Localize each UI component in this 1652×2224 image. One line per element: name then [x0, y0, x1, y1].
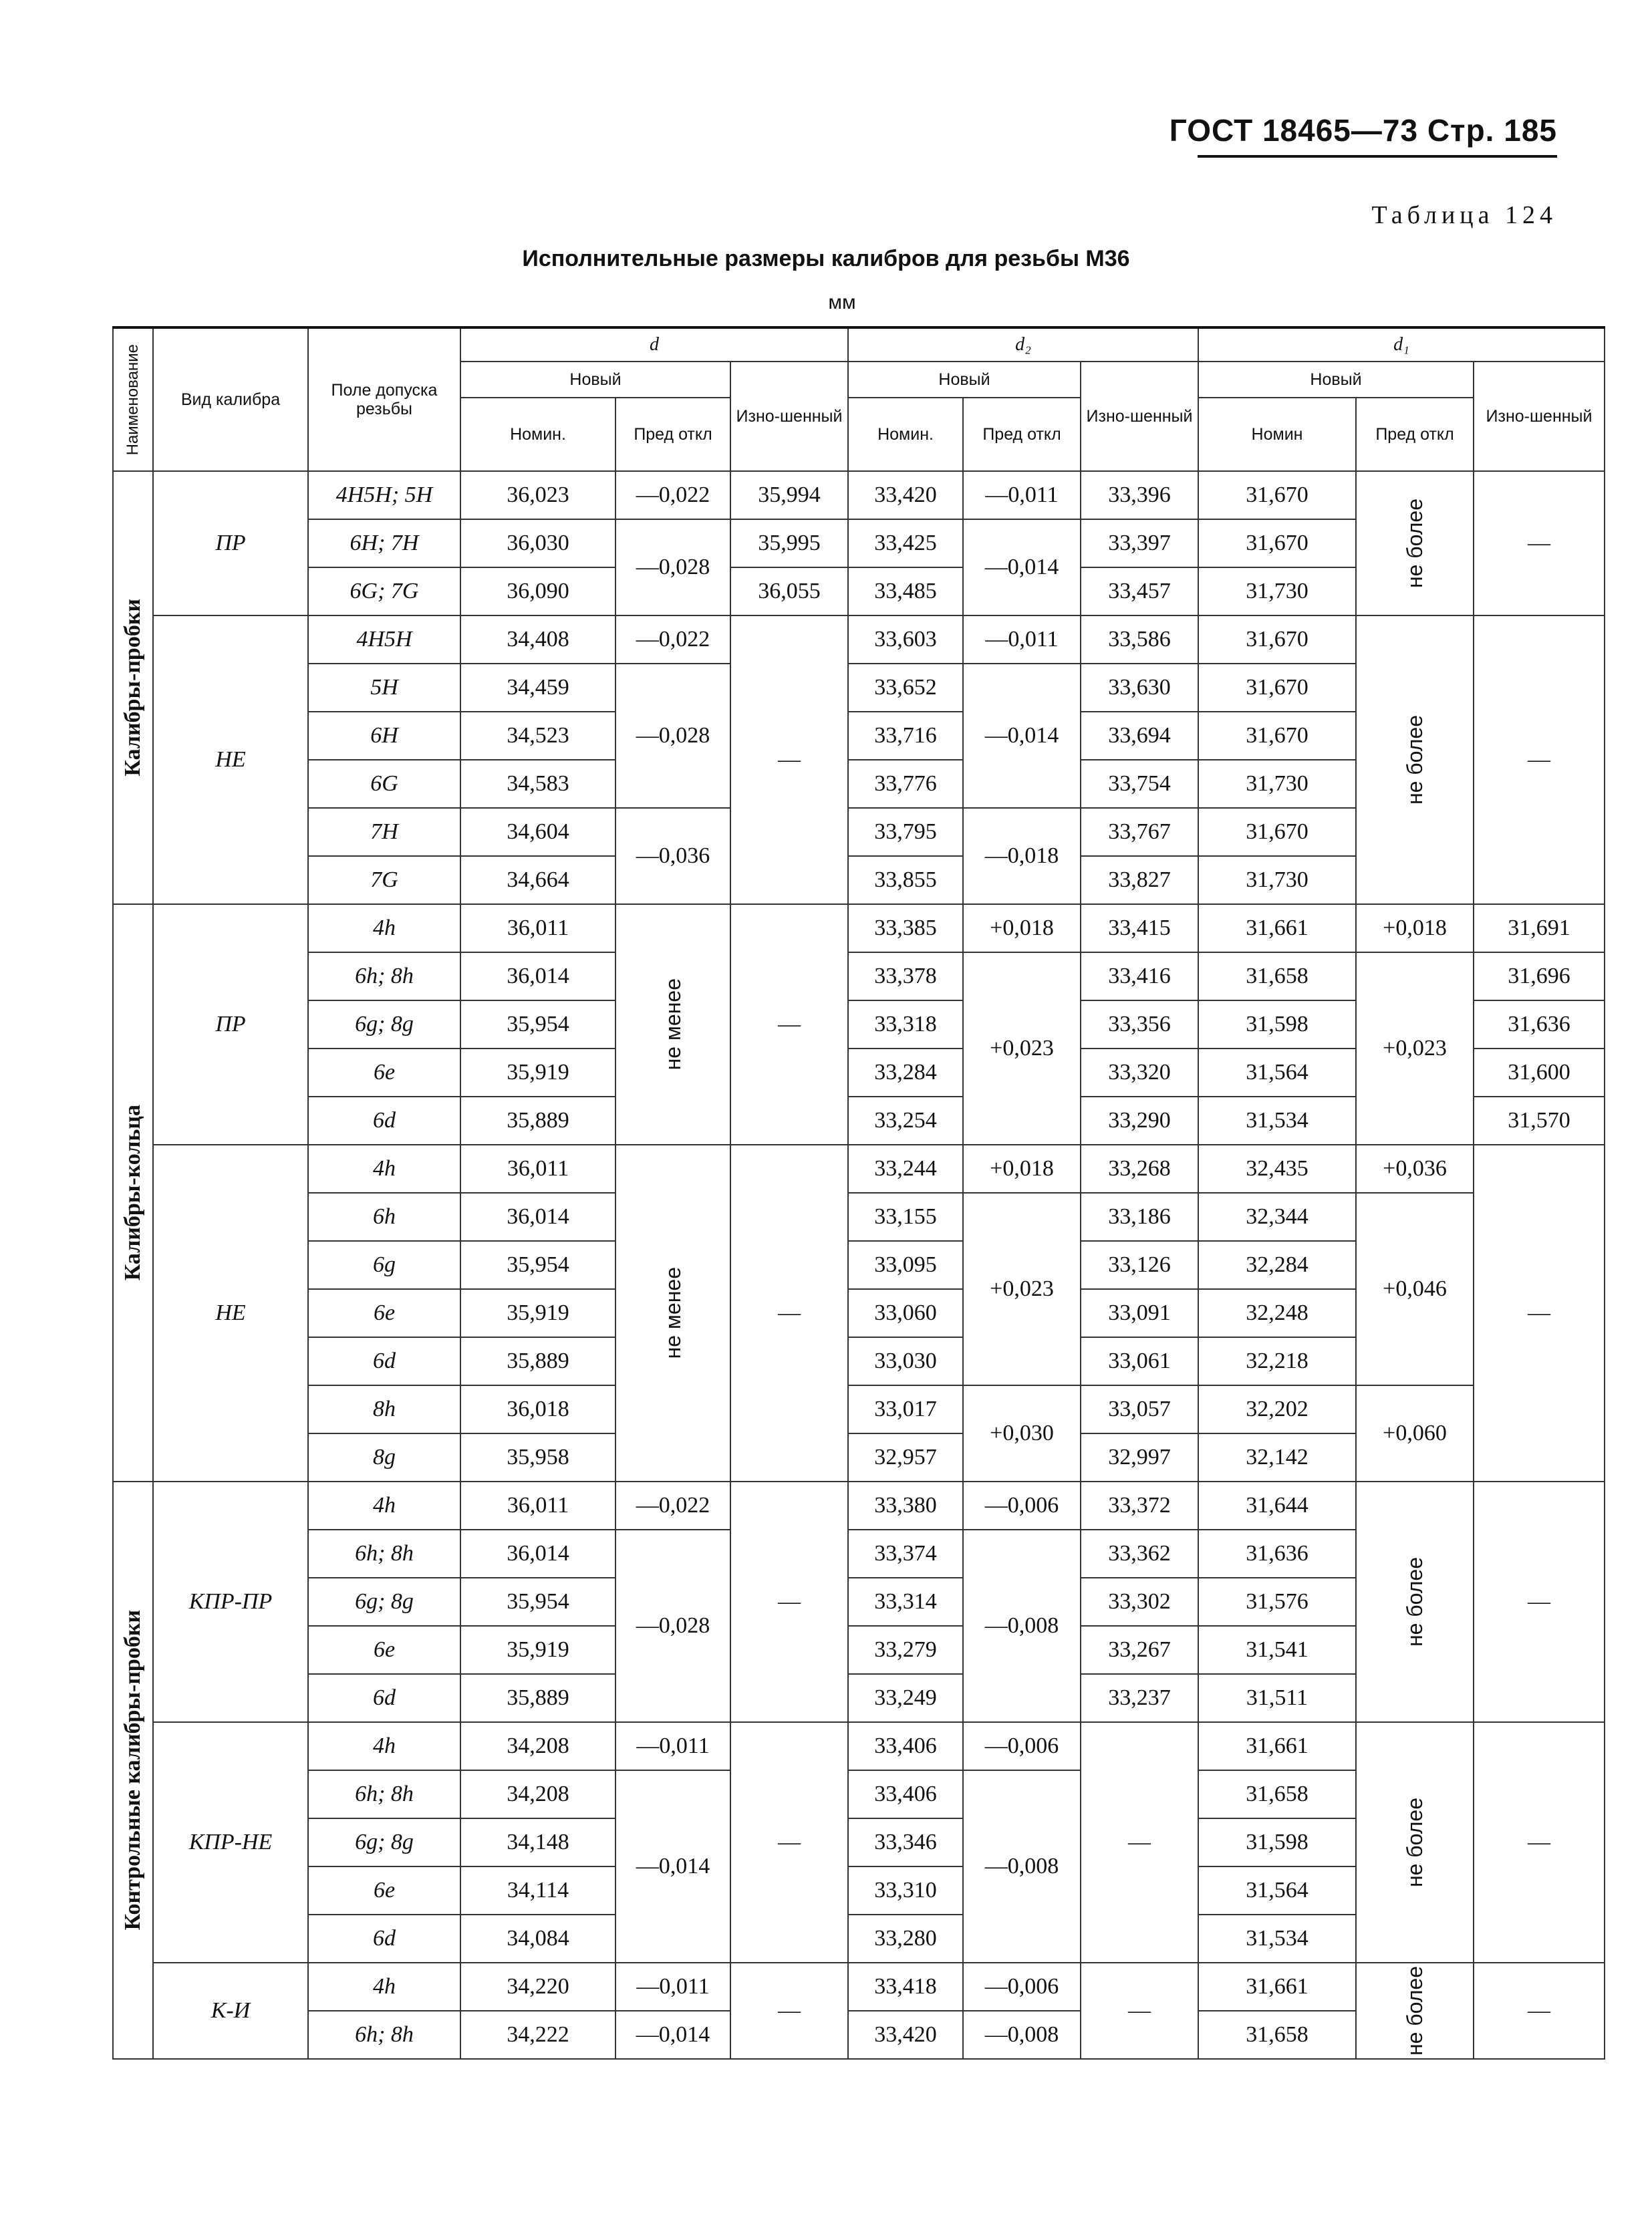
note-max: не более [1356, 1482, 1474, 1722]
gauge-kind: НЕ [153, 1145, 308, 1482]
d2-worn: 33,694 [1081, 712, 1198, 760]
d2-nominal: 33,652 [848, 664, 963, 712]
d2-worn: — [1081, 1722, 1198, 1963]
d2-nominal: 33,155 [848, 1193, 963, 1241]
d-nominal: 34,583 [460, 760, 615, 808]
d2-worn: 33,754 [1081, 760, 1198, 808]
d-nominal: 35,889 [460, 1097, 615, 1145]
d-deviation: —0,014 [615, 1770, 730, 1963]
d2-deviation: +0,018 [963, 1145, 1081, 1193]
tolerance-field: 6Н; 7Н [308, 519, 460, 567]
tolerance-field: 5Н [308, 664, 460, 712]
d2-deviation: —0,011 [963, 615, 1081, 664]
d-nominal: 35,889 [460, 1674, 615, 1722]
d-nominal: 35,889 [460, 1337, 615, 1385]
d1-nominal: 31,658 [1198, 1770, 1356, 1818]
table-row [113, 1722, 1605, 1770]
d1-nominal: 31,541 [1198, 1626, 1356, 1674]
d1-nominal: 31,670 [1198, 712, 1356, 760]
d1-nominal: 31,598 [1198, 1818, 1356, 1866]
d1-nominal: 31,670 [1198, 471, 1356, 519]
d-deviation: —0,011 [615, 1963, 730, 2011]
d-deviation: —0,011 [615, 1722, 730, 1770]
col-header-d1-nom: Номин [1198, 398, 1356, 471]
d2-deviation: —0,011 [963, 471, 1081, 519]
d-nominal: 34,408 [460, 615, 615, 664]
d-nominal: 34,084 [460, 1915, 615, 1963]
tolerance-field: 6d [308, 1915, 460, 1963]
d1-nominal: 31,598 [1198, 1000, 1356, 1049]
gauge-kind: КПР-НЕ [153, 1722, 308, 1963]
d1-nominal: 32,142 [1198, 1433, 1356, 1482]
d2-nominal: 33,385 [848, 904, 963, 952]
d-nominal: 35,919 [460, 1626, 615, 1674]
col-header-d2-nom: Номин. [848, 398, 963, 471]
d2-worn: 33,362 [1081, 1530, 1198, 1578]
d-nominal: 35,954 [460, 1578, 615, 1626]
group-label: Контрольные калибры-пробки [113, 1482, 153, 2059]
note-max: не более [1356, 1963, 1474, 2059]
d2-nominal: 33,485 [848, 567, 963, 615]
tolerance-field: 6h; 8h [308, 1770, 460, 1818]
d1-deviation: +0,018 [1356, 904, 1474, 952]
d-deviation: —0,022 [615, 471, 730, 519]
d2-nominal: 33,418 [848, 1963, 963, 2011]
col-header-d2-worn: Изно-шенный [1081, 362, 1198, 471]
d1-worn: — [1474, 471, 1605, 615]
d2-nominal: 33,280 [848, 1915, 963, 1963]
d2-nominal: 33,420 [848, 2011, 963, 2059]
tolerance-field: 6g [308, 1241, 460, 1289]
d1-nominal: 31,670 [1198, 519, 1356, 567]
note-max: не более [1356, 471, 1474, 615]
col-header-d-nom: Номин. [460, 398, 615, 471]
col-header-d1-new: Новый [1198, 362, 1474, 398]
d-worn: — [730, 1145, 848, 1482]
d1-nominal: 32,435 [1198, 1145, 1356, 1193]
d1-deviation: +0,060 [1356, 1385, 1474, 1482]
table-row [113, 1145, 1605, 1193]
table-row [113, 1482, 1605, 1530]
tolerance-field: 6h [308, 1193, 460, 1241]
d-nominal: 34,148 [460, 1818, 615, 1866]
d-nominal: 35,919 [460, 1289, 615, 1337]
d1-worn: 31,636 [1474, 1000, 1605, 1049]
d-worn: — [730, 615, 848, 904]
table-row [113, 615, 1605, 664]
d2-nominal: 33,095 [848, 1241, 963, 1289]
d1-nominal: 31,670 [1198, 615, 1356, 664]
d-nominal: 36,011 [460, 904, 615, 952]
d1-nominal: 31,661 [1198, 1722, 1356, 1770]
d2-nominal: 33,310 [848, 1866, 963, 1915]
d2-worn: 33,302 [1081, 1578, 1198, 1626]
d1-nominal: 31,661 [1198, 1963, 1356, 2011]
d1-nominal: 31,576 [1198, 1578, 1356, 1626]
d-worn: 36,055 [730, 567, 848, 615]
d2-nominal: 32,957 [848, 1433, 963, 1482]
d-worn: 35,994 [730, 471, 848, 519]
d-nominal: 36,014 [460, 1530, 615, 1578]
d2-worn: 33,186 [1081, 1193, 1198, 1241]
d-nominal: 35,919 [460, 1049, 615, 1097]
d2-worn: 33,586 [1081, 615, 1198, 664]
d2-deviation: +0,018 [963, 904, 1081, 952]
tolerance-field: 6h; 8h [308, 1530, 460, 1578]
d-worn: — [730, 904, 848, 1145]
d2-nominal: 33,284 [848, 1049, 963, 1097]
tolerance-field: 6g; 8g [308, 1000, 460, 1049]
d1-worn: — [1474, 1963, 1605, 2059]
d2-worn: 33,237 [1081, 1674, 1198, 1722]
d1-nominal: 31,658 [1198, 952, 1356, 1000]
d-worn: — [730, 1963, 848, 2059]
d2-worn: 33,397 [1081, 519, 1198, 567]
d2-worn: 33,827 [1081, 856, 1198, 904]
tolerance-field: 4h [308, 1145, 460, 1193]
table-row [113, 904, 1605, 952]
d2-nominal: 33,406 [848, 1722, 963, 1770]
col-header-d-dev: Пред откл [615, 398, 730, 471]
d1-nominal: 31,564 [1198, 1866, 1356, 1915]
header-rule [1198, 155, 1557, 158]
tolerance-field: 6e [308, 1626, 460, 1674]
d1-nominal: 31,564 [1198, 1049, 1356, 1097]
d2-worn: 32,997 [1081, 1433, 1198, 1482]
d2-nominal: 33,244 [848, 1145, 963, 1193]
d2-worn: 33,126 [1081, 1241, 1198, 1289]
d-worn: — [730, 1722, 848, 1963]
gauge-kind: ПР [153, 904, 308, 1145]
d2-deviation: +0,023 [963, 952, 1081, 1145]
d2-nominal: 33,855 [848, 856, 963, 904]
tolerance-field: 6h; 8h [308, 2011, 460, 2059]
table-row [113, 1385, 1605, 1433]
tolerance-field: 8h [308, 1385, 460, 1433]
d-deviation: —0,036 [615, 808, 730, 904]
d2-nominal: 33,776 [848, 760, 963, 808]
d2-worn: 33,290 [1081, 1097, 1198, 1145]
tolerance-field: 7Н [308, 808, 460, 856]
d1-nominal: 31,636 [1198, 1530, 1356, 1578]
tolerance-field: 6Н [308, 712, 460, 760]
d2-nominal: 33,406 [848, 1770, 963, 1818]
d-deviation: —0,028 [615, 664, 730, 808]
d1-nominal: 31,644 [1198, 1482, 1356, 1530]
d1-worn: — [1474, 1145, 1605, 1482]
d-nominal: 34,208 [460, 1770, 615, 1818]
d1-nominal: 32,344 [1198, 1193, 1356, 1241]
tolerance-field: 6e [308, 1049, 460, 1097]
tolerance-field: 6d [308, 1337, 460, 1385]
d-nominal: 35,954 [460, 1241, 615, 1289]
d2-nominal: 33,425 [848, 519, 963, 567]
d2-worn: 33,061 [1081, 1337, 1198, 1385]
d-nominal: 35,954 [460, 1000, 615, 1049]
units-label: мм [828, 291, 856, 313]
d1-worn: — [1474, 1722, 1605, 1963]
tolerance-field: 8g [308, 1433, 460, 1482]
d2-nominal: 33,254 [848, 1097, 963, 1145]
d2-deviation: +0,030 [963, 1385, 1081, 1482]
tolerance-field: 6e [308, 1866, 460, 1915]
tolerance-field: 6d [308, 1097, 460, 1145]
d1-nominal: 31,670 [1198, 664, 1356, 712]
d2-nominal: 33,795 [848, 808, 963, 856]
d2-deviation: —0,008 [963, 1530, 1081, 1722]
tolerance-field: 6g; 8g [308, 1578, 460, 1626]
note-min: не менее [615, 1145, 730, 1482]
gauge-dimensions-table [112, 326, 1605, 2060]
d1-worn: 31,570 [1474, 1097, 1605, 1145]
d2-nominal: 33,318 [848, 1000, 963, 1049]
d2-deviation: —0,006 [963, 1963, 1081, 2011]
group-label: Калибры-пробки [113, 471, 153, 904]
d2-nominal: 33,279 [848, 1626, 963, 1674]
table-title: Исполнительные размеры калибров для резьбы М36 [522, 246, 1130, 271]
d1-nominal: 31,658 [1198, 2011, 1356, 2059]
d1-nominal: 31,730 [1198, 760, 1356, 808]
d1-nominal: 32,248 [1198, 1289, 1356, 1337]
d2-deviation: —0,008 [963, 1770, 1081, 1963]
d2-nominal: 33,314 [848, 1578, 963, 1626]
d-worn: 35,995 [730, 519, 848, 567]
note-max: не более [1356, 1722, 1474, 1963]
d1-deviation: +0,046 [1356, 1193, 1474, 1385]
d-nominal: 34,459 [460, 664, 615, 712]
d-nominal: 34,114 [460, 1866, 615, 1915]
gauge-kind: К-И [153, 1963, 308, 2059]
d2-worn: 33,091 [1081, 1289, 1198, 1337]
d1-deviation: +0,036 [1356, 1145, 1474, 1193]
d2-worn: 33,630 [1081, 664, 1198, 712]
d2-nominal: 33,017 [848, 1385, 963, 1433]
d2-nominal: 33,249 [848, 1674, 963, 1722]
d2-worn: 33,457 [1081, 567, 1198, 615]
d1-nominal: 31,661 [1198, 904, 1356, 952]
tolerance-field: 6h; 8h [308, 952, 460, 1000]
d2-worn: 33,267 [1081, 1626, 1198, 1674]
col-header-d2-dev: Пред откл [963, 398, 1081, 471]
d1-worn: — [1474, 1482, 1605, 1722]
d1-worn: 31,691 [1474, 904, 1605, 952]
d-nominal: 36,030 [460, 519, 615, 567]
d-worn: — [730, 1482, 848, 1722]
d-nominal: 35,958 [460, 1433, 615, 1482]
d-deviation: —0,022 [615, 615, 730, 664]
tolerance-field: 6g; 8g [308, 1818, 460, 1866]
d2-worn: 33,415 [1081, 904, 1198, 952]
d2-worn: 33,767 [1081, 808, 1198, 856]
gauge-kind: ПР [153, 471, 308, 615]
d1-nominal: 31,534 [1198, 1915, 1356, 1963]
group-label: Калибры-кольца [113, 904, 153, 1482]
col-header-d2: d₂ [848, 327, 1198, 362]
col-header-d: d [460, 327, 848, 362]
d2-worn: 33,396 [1081, 471, 1198, 519]
d2-nominal: 33,346 [848, 1818, 963, 1866]
d2-nominal: 33,060 [848, 1289, 963, 1337]
tolerance-field: 4Н5Н [308, 615, 460, 664]
d2-deviation: +0,023 [963, 1193, 1081, 1385]
tolerance-field: 6d [308, 1674, 460, 1722]
d1-worn: — [1474, 615, 1605, 904]
d-nominal: 34,604 [460, 808, 615, 856]
d-nominal: 36,018 [460, 1385, 615, 1433]
tolerance-field: 6G; 7G [308, 567, 460, 615]
d1-worn: 31,600 [1474, 1049, 1605, 1097]
d-nominal: 36,014 [460, 1193, 615, 1241]
col-header-field: Поле допуска резьбы [308, 327, 460, 471]
col-header-d-new: Новый [460, 362, 730, 398]
d-deviation: —0,028 [615, 1530, 730, 1722]
d2-deviation: —0,014 [963, 664, 1081, 808]
d2-nominal: 33,380 [848, 1482, 963, 1530]
d2-nominal: 33,378 [848, 952, 963, 1000]
table-row [113, 952, 1605, 1000]
col-header-d2-new: Новый [848, 362, 1081, 398]
d2-worn: 33,416 [1081, 952, 1198, 1000]
d-deviation: —0,014 [615, 2011, 730, 2059]
page-header: ГОСТ 18465—73 Стр. 185 [1169, 113, 1557, 148]
d-nominal: 36,014 [460, 952, 615, 1000]
table-label: Таблица 124 [1371, 201, 1557, 229]
d2-nominal: 33,420 [848, 471, 963, 519]
gauge-kind: НЕ [153, 615, 308, 904]
table-row [113, 471, 1605, 519]
tolerance-field: 4h [308, 1482, 460, 1530]
col-header-d1-dev: Пред откл [1356, 398, 1474, 471]
d2-worn: — [1081, 1963, 1198, 2059]
d1-nominal: 32,218 [1198, 1337, 1356, 1385]
d2-worn: 33,320 [1081, 1049, 1198, 1097]
d-deviation: —0,028 [615, 519, 730, 615]
d-nominal: 36,011 [460, 1482, 615, 1530]
col-header-d1-worn: Изно-шенный [1474, 362, 1605, 471]
col-header-name: Наименование [113, 327, 153, 471]
d1-nominal: 31,730 [1198, 567, 1356, 615]
d2-worn: 33,372 [1081, 1482, 1198, 1530]
tolerance-field: 4h [308, 1722, 460, 1770]
d2-deviation: —0,014 [963, 519, 1081, 615]
d-deviation: —0,022 [615, 1482, 730, 1530]
d2-worn: 33,057 [1081, 1385, 1198, 1433]
col-header-d1: d₁ [1198, 327, 1605, 362]
gauge-kind: КПР-ПР [153, 1482, 308, 1722]
d1-worn: 31,696 [1474, 952, 1605, 1000]
d2-deviation: —0,006 [963, 1482, 1081, 1530]
note-max: не более [1356, 615, 1474, 904]
d-nominal: 34,664 [460, 856, 615, 904]
d2-deviation: —0,006 [963, 1722, 1081, 1770]
d-nominal: 34,523 [460, 712, 615, 760]
d2-nominal: 33,030 [848, 1337, 963, 1385]
d2-worn: 33,268 [1081, 1145, 1198, 1193]
d-nominal: 34,208 [460, 1722, 615, 1770]
table-row [113, 1193, 1605, 1241]
d2-nominal: 33,603 [848, 615, 963, 664]
d1-deviation: +0,023 [1356, 952, 1474, 1145]
note-min: не менее [615, 904, 730, 1145]
d2-deviation: —0,018 [963, 808, 1081, 904]
tolerance-field: 7G [308, 856, 460, 904]
tolerance-field: 4Н5Н; 5Н [308, 471, 460, 519]
d2-nominal: 33,374 [848, 1530, 963, 1578]
tolerance-field: 4h [308, 904, 460, 952]
col-header-d-worn: Изно-шенный [730, 362, 848, 471]
d1-nominal: 31,511 [1198, 1674, 1356, 1722]
tolerance-field: 6G [308, 760, 460, 808]
d1-nominal: 31,730 [1198, 856, 1356, 904]
d1-nominal: 31,534 [1198, 1097, 1356, 1145]
d-nominal: 36,090 [460, 567, 615, 615]
d-nominal: 36,023 [460, 471, 615, 519]
d-nominal: 34,222 [460, 2011, 615, 2059]
d-nominal: 36,011 [460, 1145, 615, 1193]
tolerance-field: 6e [308, 1289, 460, 1337]
table-row [113, 1963, 1605, 2011]
d-nominal: 34,220 [460, 1963, 615, 2011]
d2-deviation: —0,008 [963, 2011, 1081, 2059]
d1-nominal: 31,670 [1198, 808, 1356, 856]
d2-worn: 33,356 [1081, 1000, 1198, 1049]
col-header-kind: Вид калибра [153, 327, 308, 471]
d2-nominal: 33,716 [848, 712, 963, 760]
d1-nominal: 32,284 [1198, 1241, 1356, 1289]
tolerance-field: 4h [308, 1963, 460, 2011]
d1-nominal: 32,202 [1198, 1385, 1356, 1433]
